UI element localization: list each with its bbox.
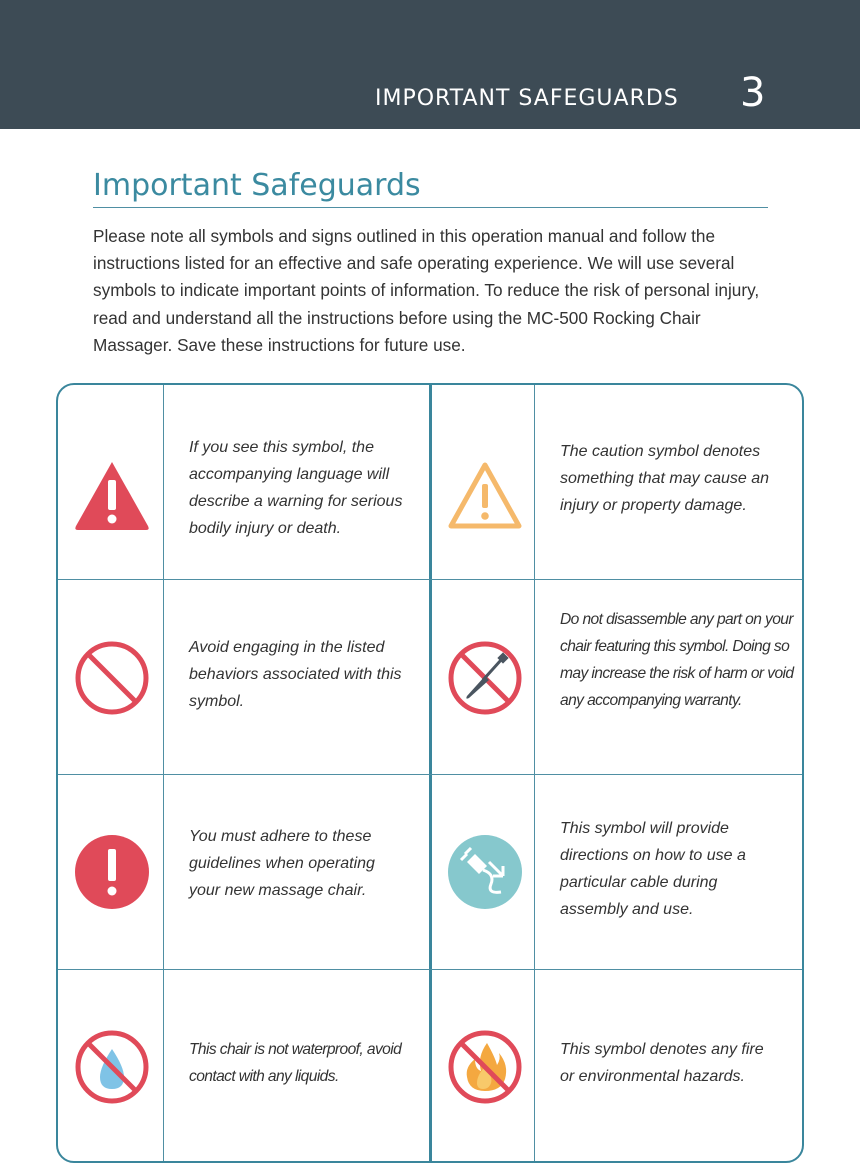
fire-hazard-icon: [445, 1027, 525, 1107]
table-divider: [534, 385, 535, 1161]
table-divider: [58, 969, 802, 970]
table-divider: [429, 385, 432, 1161]
symbols-table: [56, 383, 804, 1163]
section-title: IMPORTANT SAFEGUARDS: [375, 86, 679, 111]
title-divider: [93, 207, 768, 208]
symbol-description: This symbol denotes any fire or environmental hazards.: [560, 1041, 764, 1085]
table-divider: [58, 579, 802, 580]
symbol-description: Avoid engaging in the listed behaviors associated with this symbol.: [189, 639, 402, 710]
symbol-description: If you see this symbol, the accompanying language will describe a warning for serious bodily injury or death.: [189, 439, 403, 537]
symbol-description: This chair is not waterproof, avoid contact with any liquids.: [189, 1041, 402, 1085]
symbol-description: This symbol will provide directions on how to use a particular cable during assembly and use.: [560, 820, 746, 918]
table-divider: [163, 385, 164, 1161]
symbol-description: Do not disassemble any part on your chair featuring this symbol. Doing so may increase the risk of harm or void any accompanying warranty.: [560, 611, 794, 709]
page-header: [0, 0, 860, 129]
page-number: 3: [740, 70, 766, 116]
symbol-description: You must adhere to these guidelines when operating your new massage chair.: [189, 828, 375, 899]
warning-icon: [72, 456, 152, 536]
mandatory-icon: [72, 832, 152, 912]
caution-icon: [445, 456, 525, 536]
prohibited-icon: [72, 638, 152, 718]
cable-icon: [445, 832, 525, 912]
intro-paragraph: Please note all symbols and signs outlined in this operation manual and follow the instructions listed for an effective and safe operating experience. We will use several symbols to indicate important points of information. To reduce the risk of personal injury, read and understand all the instructions before using the MC-500 Rocking Chair Massager. Save these instructions for future use.: [93, 226, 760, 355]
no-disassembly-icon: [445, 638, 525, 718]
no-liquids-icon: [72, 1027, 152, 1107]
symbol-description: The caution symbol denotes something that may cause an injury or property damage.: [560, 443, 770, 514]
table-divider: [58, 774, 802, 775]
page-title: Important Safeguards: [93, 168, 421, 203]
